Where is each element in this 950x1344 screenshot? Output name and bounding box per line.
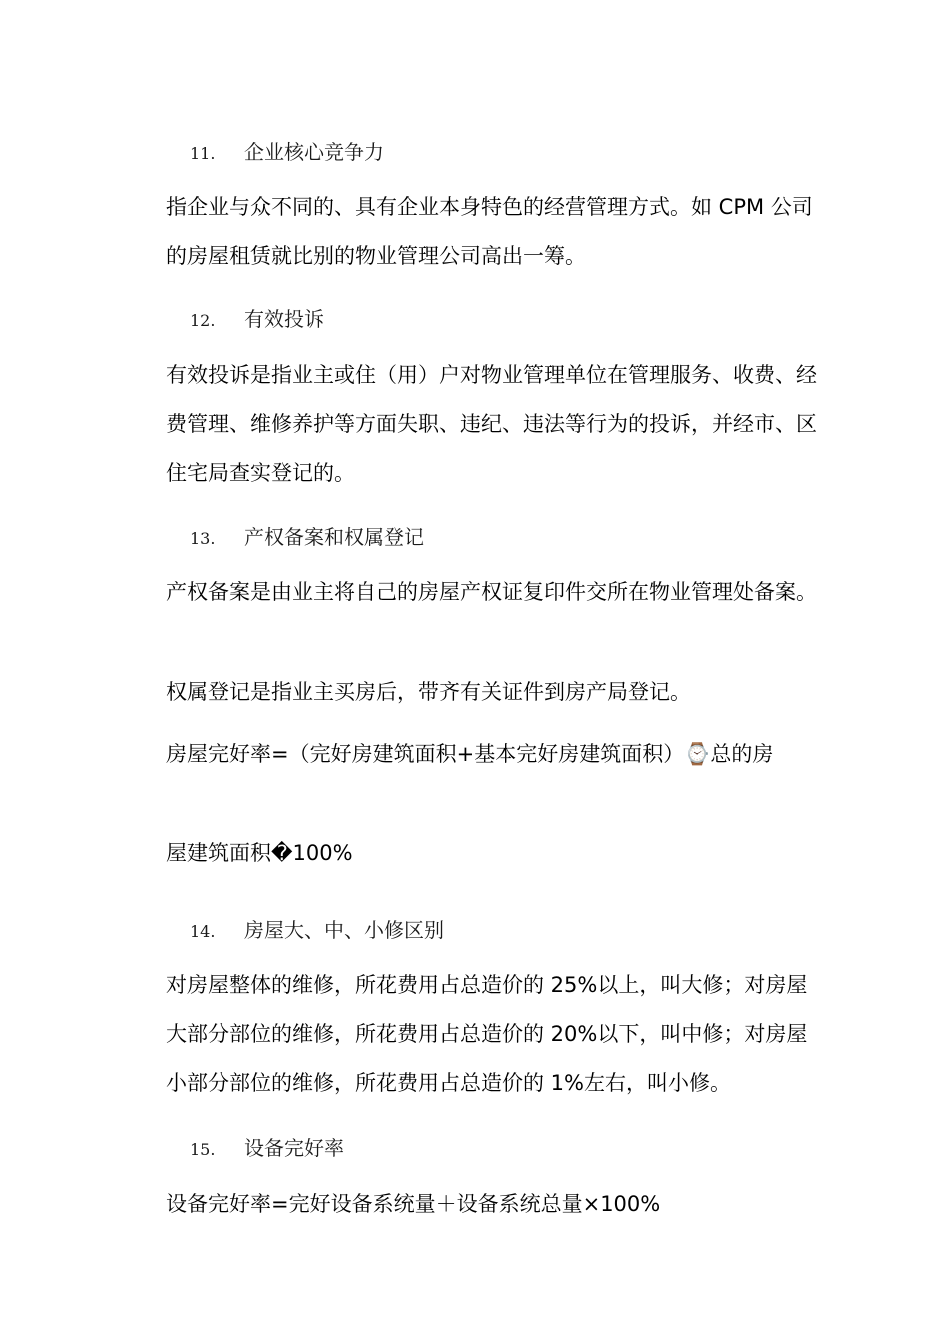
section-11-paragraph: 指企业与众不同的、具有企业本身特色的经营管理方式。如 CPM 公司的房屋租赁就比别的物业管理公司高出一筹。 (166, 195, 813, 268)
section-number: 13. (190, 529, 216, 548)
section-number: 14. (190, 922, 216, 941)
section-title: 有效投诉 (244, 307, 324, 331)
section-title: 产权备案和权属登记 (244, 525, 424, 549)
section-heading-11 (190, 137, 384, 169)
section-number: 12. (190, 311, 216, 330)
section-14-paragraph: 对房屋整体的维修，所花费用占总造价的 25%以上，叫大修；对房屋大部分部位的维修，所花费用占总造价的 20%以下，叫中修；对房屋小部分部位的维修，所花费用占总造价的 1%左右，叫小修。 (166, 973, 808, 1095)
section-number: 15. (190, 1140, 216, 1159)
formula-line-2: 屋建筑面积�100% (166, 841, 353, 865)
section-13-paragraph-2: 权属登记是指业主买房后，带齐有关证件到房产局登记。 (166, 680, 691, 704)
section-13-paragraph-1: 产权备案是由业主将自己的房屋产权证复印件交所在物业管理处备案。 (166, 580, 817, 604)
section-title: 企业核心竞争力 (244, 140, 384, 164)
section-title: 房屋大、中、小修区别 (244, 918, 444, 942)
section-12-paragraph: 有效投诉是指业主或住（用）户对物业管理单位在管理服务、收费、经费管理、维修养护等方面失职、违纪、违法等行为的投诉，并经市、区住宅局查实登记的。 (166, 363, 817, 485)
formula-line-1: 房屋完好率=（完好房建筑面积+基本完好房建筑面积）⌚总的房 (166, 742, 774, 766)
section-title: 设备完好率 (244, 1136, 344, 1160)
section-heading-15 (190, 1133, 344, 1165)
section-number: 11. (190, 144, 216, 163)
section-15-formula: 设备完好率=完好设备系统量＋设备系统总量×100% (166, 1192, 661, 1216)
section-heading-14 (190, 915, 444, 947)
section-heading-12 (190, 304, 324, 336)
section-heading-13 (190, 522, 424, 554)
